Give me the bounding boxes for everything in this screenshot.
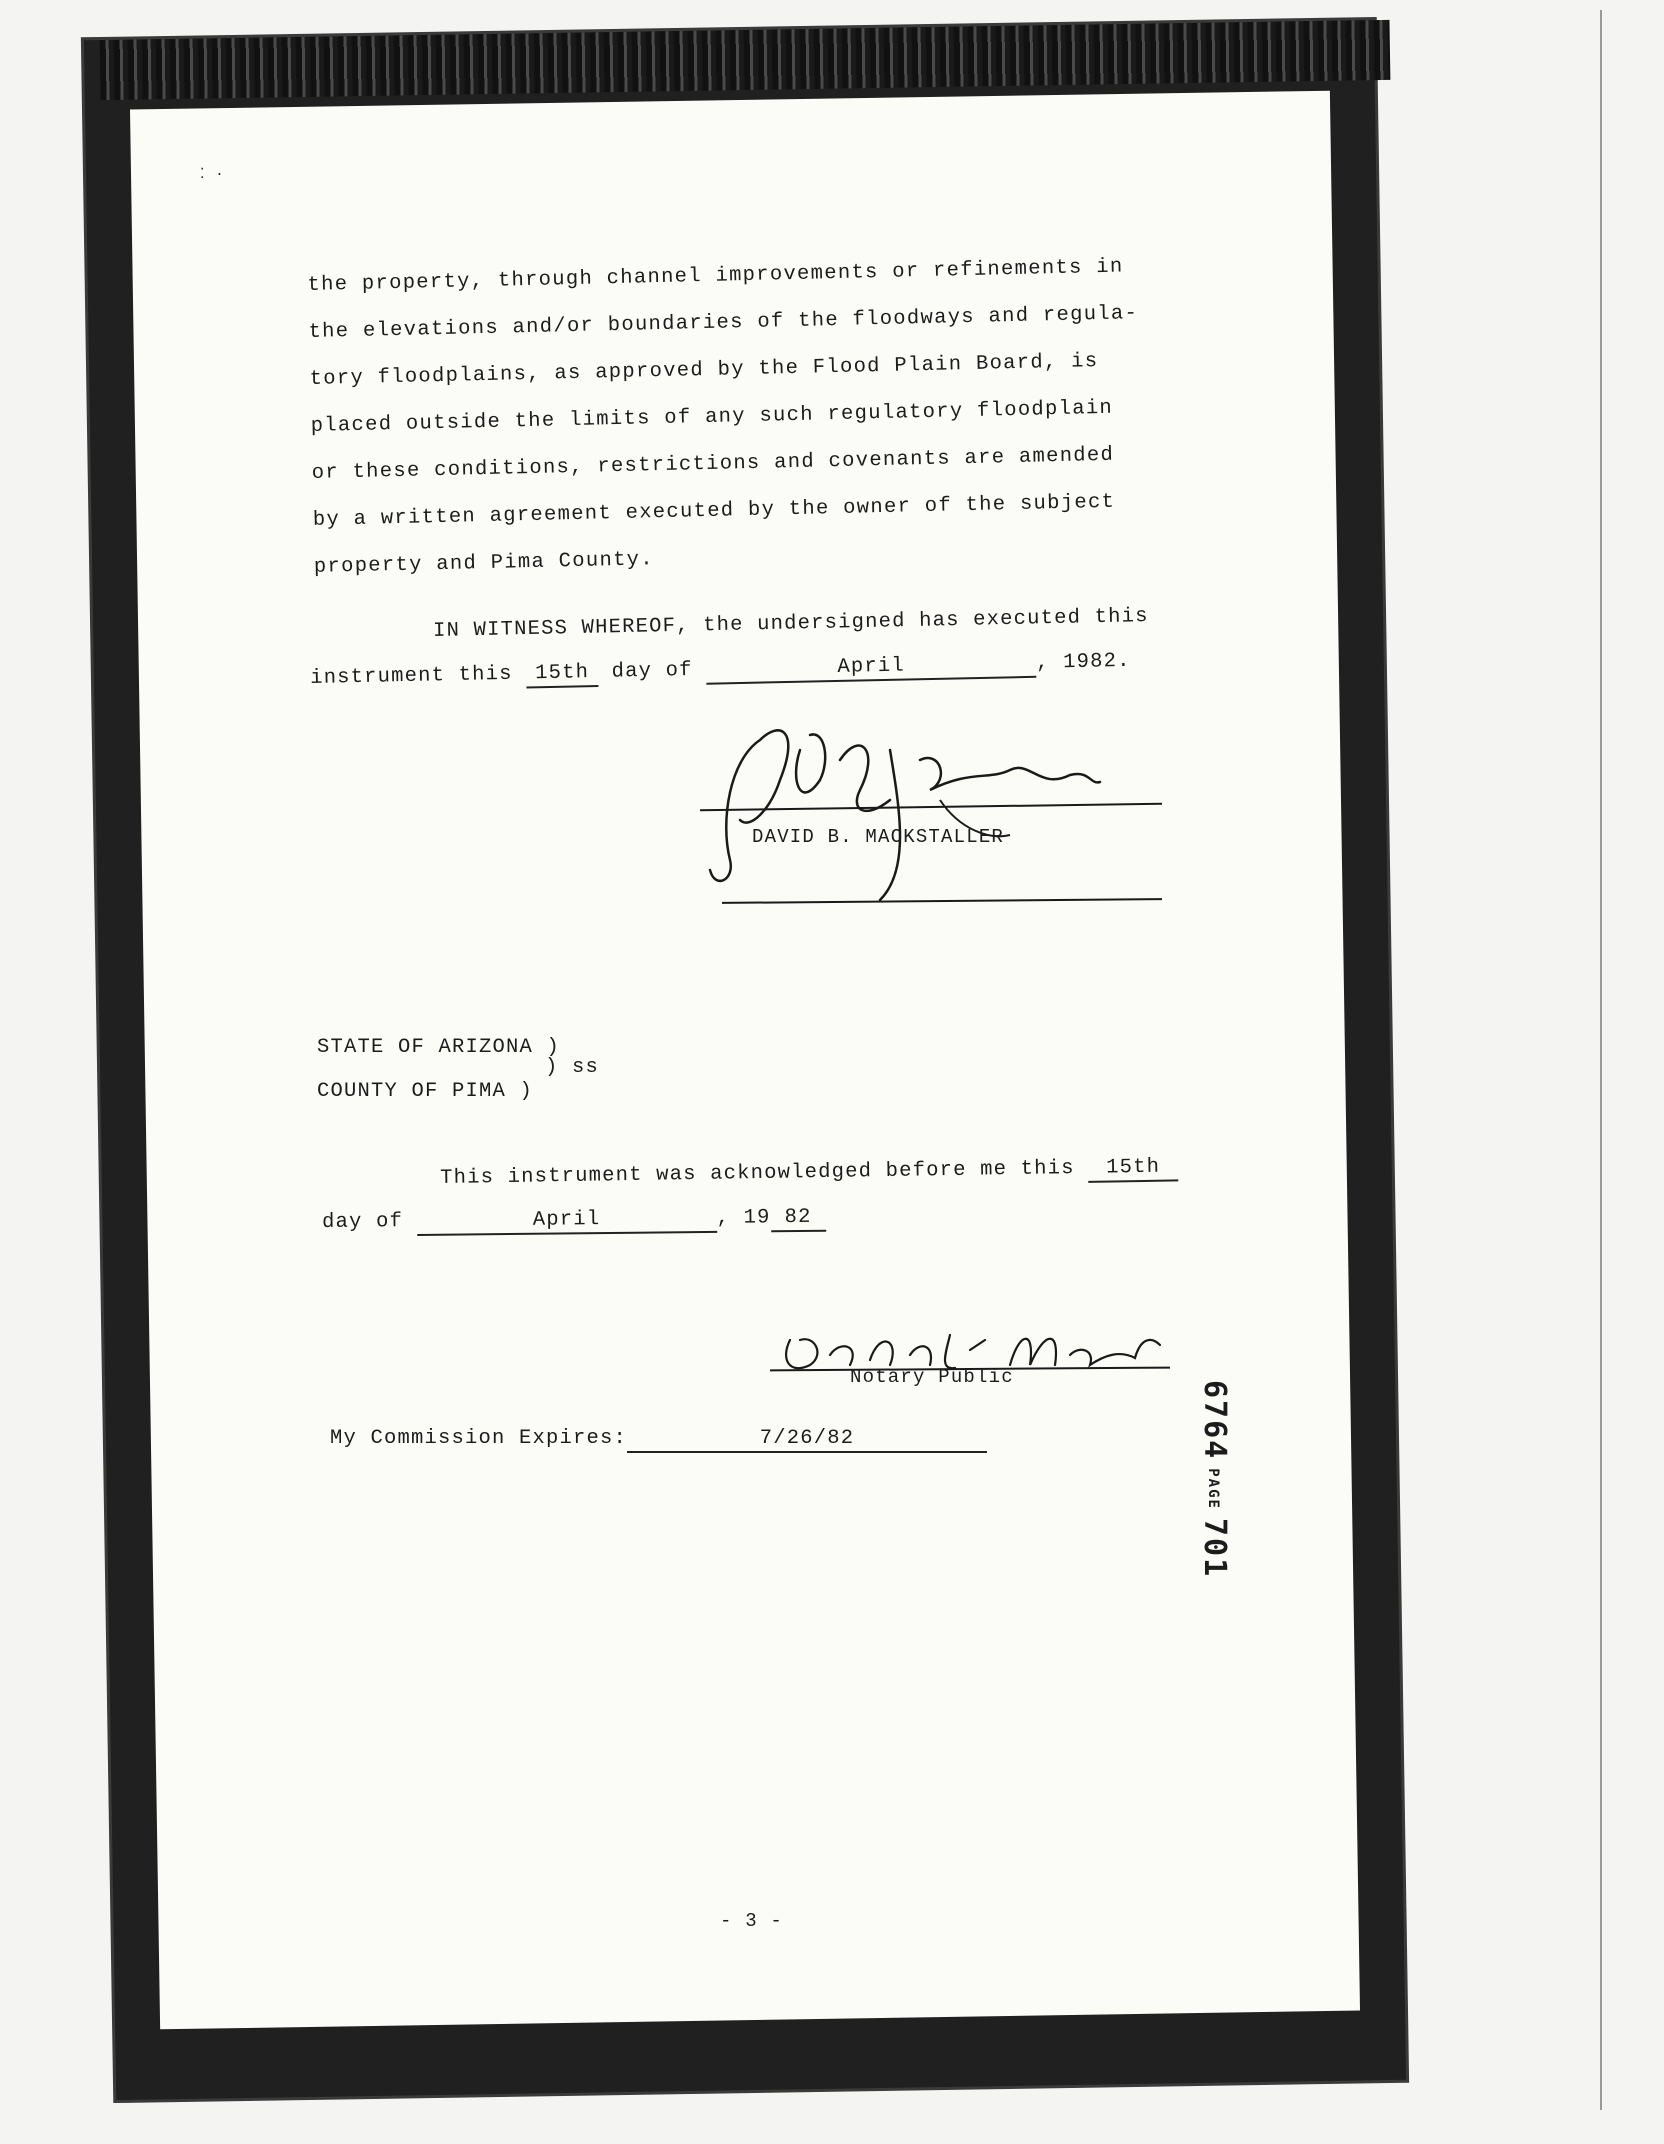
witness-day-field: 15th xyxy=(526,662,598,688)
commission-line xyxy=(330,1428,987,1453)
paragraph-line: tory floodplains, as approved by the Flood Plain Board, is xyxy=(309,350,1099,391)
stray-mark: ⁚ · xyxy=(200,167,225,183)
witness-prefix: instrument this xyxy=(309,662,513,690)
witness-year: , 1982. xyxy=(1035,649,1131,675)
paragraph-line: or these conditions, restrictions and covenants are amended xyxy=(311,443,1115,485)
witness-month-field: April xyxy=(706,653,1036,684)
commission-date-field: 7/26/82 xyxy=(627,1428,987,1453)
acknowledgment-month-field: April xyxy=(417,1208,717,1236)
acknowledgment-day-of: day of xyxy=(321,1210,404,1234)
acknowledgment-date-line xyxy=(322,1207,826,1237)
paragraph-line: by a written agreement executed by the owner of the subject xyxy=(312,490,1116,532)
acknowledgment-day-field: 15th xyxy=(1088,1156,1178,1182)
right-page-rule xyxy=(1600,10,1602,2110)
notary-title: Notary Public xyxy=(850,1366,1014,1388)
paragraph-line: property and Pima County. xyxy=(313,548,655,579)
covenant-paragraph xyxy=(307,242,1194,591)
acknowledgment-prefix: This instrument was acknowledged before me this xyxy=(439,1157,1075,1190)
signer-name: DAVID B. MACKSTALLER xyxy=(752,826,1005,848)
acknowledgment-year-prefix: , 19 xyxy=(716,1206,771,1230)
page-number: - 3 - xyxy=(720,1910,784,1932)
commission-label: My Commission Expires: xyxy=(330,1427,628,1450)
signer-signature xyxy=(690,690,1110,910)
acknowledgment-year-field: 82 xyxy=(771,1207,826,1232)
witness-day-of: day of xyxy=(611,658,693,684)
venue-ss: ) ss xyxy=(545,1056,600,1079)
witness-line: IN WITNESS WHEREOF, the undersigned has executed this xyxy=(432,605,1149,643)
docket-page-label: PAGE xyxy=(1205,1468,1222,1510)
paragraph-line: placed outside the limits of any such regulatory floodplain xyxy=(310,396,1114,438)
venue-state: STATE OF ARIZONA ) xyxy=(317,1036,561,1059)
paragraph-line: the property, through channel improvements or refinements in xyxy=(307,255,1124,297)
docket-number: 6764 xyxy=(1197,1380,1232,1461)
paragraph-line: the elevations and/or boundaries of the floodways and regula- xyxy=(308,302,1139,344)
docket-page: 701 xyxy=(1197,1517,1232,1579)
docket-stamp xyxy=(1197,1380,1232,1578)
venue-county: COUNTY OF PIMA ) xyxy=(317,1080,534,1103)
